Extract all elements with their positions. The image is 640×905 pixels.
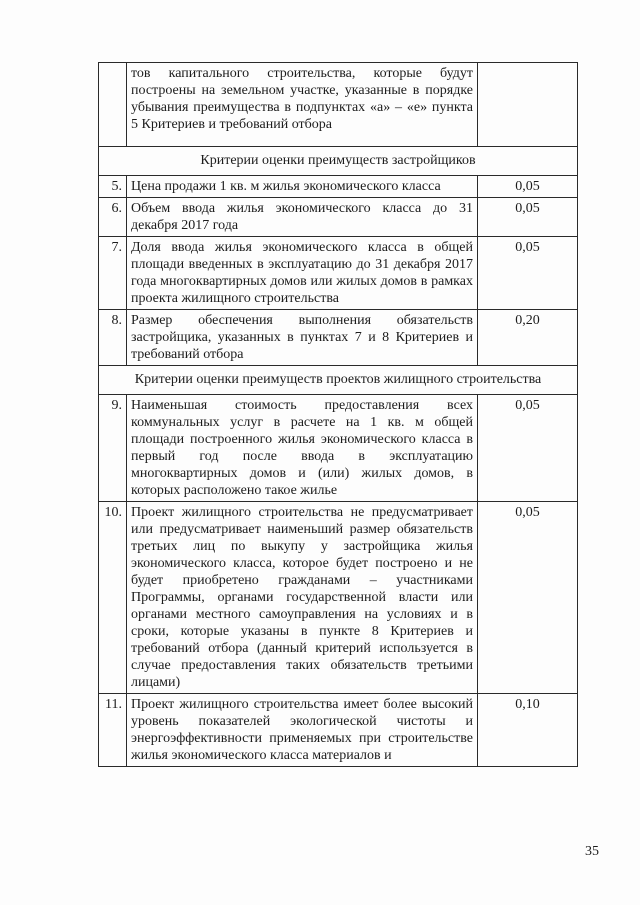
row-number: 7.	[99, 237, 127, 310]
weight-value: 0,10	[478, 694, 578, 767]
table-row	[99, 176, 578, 198]
weight-value: 0,05	[478, 502, 578, 694]
section-header-developers: Критерии оценки преимуществ застройщиков	[99, 147, 578, 176]
weight-value: 0,05	[478, 395, 578, 502]
criterion-text: Цена продажи 1 кв. м жилья экономического класса	[127, 176, 478, 198]
criteria-table	[98, 62, 578, 767]
table-row	[99, 198, 578, 237]
table-row	[99, 63, 578, 147]
section-header-row	[99, 366, 578, 395]
row-number: 9.	[99, 395, 127, 502]
table-row	[99, 502, 578, 694]
criterion-text: Размер обеспечения выполнения обязательств застройщика, указанных в пунктах 7 и 8 Критериев и требований отбора	[127, 310, 478, 366]
section-header-projects: Критерии оценки преимуществ проектов жилищного строительства	[99, 366, 578, 395]
row-number	[99, 63, 127, 147]
row-number: 11.	[99, 694, 127, 767]
criterion-text: Проект жилищного строительства имеет более высокий уровень показателей экологической чистоты и энергоэффективности применяемых при строительстве жилья экономического класса материалов и	[127, 694, 478, 767]
table-row	[99, 694, 578, 767]
weight-value	[478, 63, 578, 147]
criterion-text: Доля ввода жилья экономического класса в общей площади введенных в эксплуатацию до 31 декабря 2017 года многоквартирных домов или жилых домов в рамках проекта жилищного строительства	[127, 237, 478, 310]
table-row	[99, 310, 578, 366]
table-row	[99, 237, 578, 310]
criterion-text: Проект жилищного строительства не предусматривает или предусматривает наименьший размер обязательств третьих лиц по выкупу у застройщика жилья экономического класса, которое будет построено и не будет приобретено гражданами – участниками Программы, органами государственной власти или органами местного самоуправления на условиях и в сроки, которые указаны в пункте 8 Критериев и требований отбора (данный критерий используется в случае предоставления таких обязательств третьими лицами)	[127, 502, 478, 694]
row-number: 6.	[99, 198, 127, 237]
weight-value: 0,05	[478, 176, 578, 198]
weight-value: 0,20	[478, 310, 578, 366]
criterion-text: Наименьшая стоимость предоставления всех коммунальных услуг в расчете на 1 кв. м общей площади построенного жилья экономического класса в первый год после ввода в эксплуатацию многоквартирных домов и (или) жилых домов, в которых расположено такое жилье	[127, 395, 478, 502]
row-number: 10.	[99, 502, 127, 694]
weight-value: 0,05	[478, 237, 578, 310]
row-number: 8.	[99, 310, 127, 366]
row-number: 5.	[99, 176, 127, 198]
page-number: 35	[585, 844, 599, 859]
table-row	[99, 395, 578, 502]
section-header-row	[99, 147, 578, 176]
criterion-text: Объем ввода жилья экономического класса до 31 декабря 2017 года	[127, 198, 478, 237]
criterion-text: тов капитального строительства, которые будут построены на земельном участке, указанные в порядке убывания преимущества в подпунктах «а» – «е» пункта 5 Критериев и требований отбора	[127, 63, 478, 147]
weight-value: 0,05	[478, 198, 578, 237]
